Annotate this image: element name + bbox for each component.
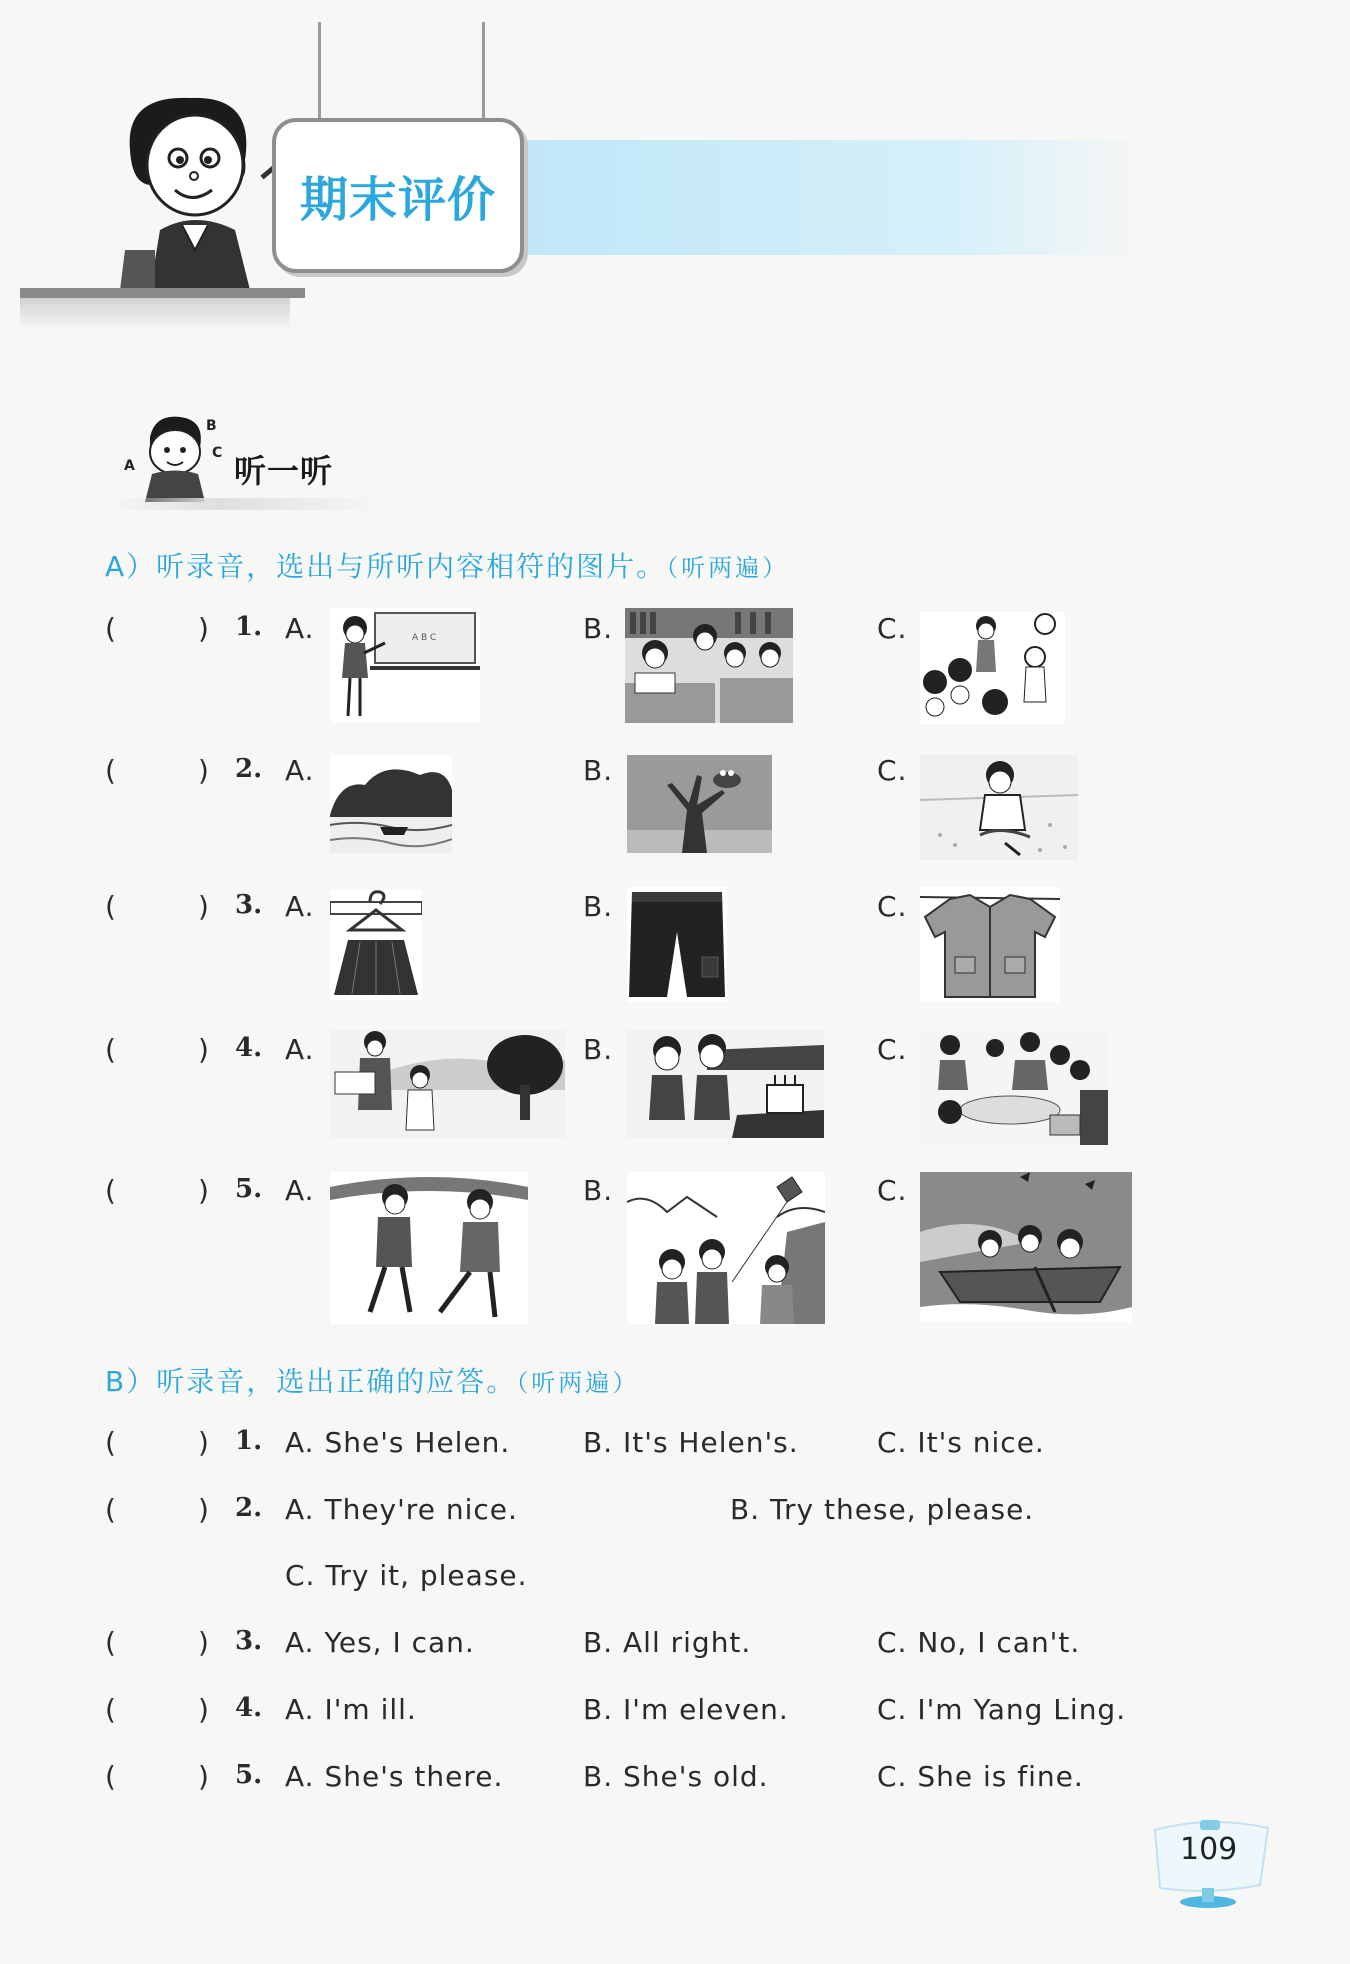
part-b-title bbox=[105, 1360, 639, 1400]
picture-children-drawing-park bbox=[330, 1030, 565, 1138]
picture-boy-on-beach bbox=[920, 755, 1078, 860]
blackboard-text: A B C bbox=[412, 633, 437, 643]
part-b-question-1 bbox=[105, 1426, 1255, 1466]
option-c: C. I'm Yang Ling. bbox=[877, 1693, 1127, 1726]
option-a-label: A. bbox=[285, 1033, 315, 1066]
part-b-question-5 bbox=[105, 1760, 1255, 1800]
picture-river-hills bbox=[330, 755, 452, 853]
icon-letter-c: C bbox=[212, 445, 223, 461]
title-band bbox=[524, 140, 1144, 255]
question-number: 4. bbox=[235, 1693, 263, 1723]
icon-letter-b: B bbox=[206, 418, 217, 434]
part-a-instruction: A）听录音，选出与所听内容相符的图片。 bbox=[105, 550, 667, 583]
option-a: A. They're nice. bbox=[285, 1493, 518, 1526]
option-b-label: B. bbox=[583, 612, 614, 645]
part-b-question-3 bbox=[105, 1626, 1255, 1666]
title-card bbox=[272, 118, 524, 273]
answer-blank-close: ) bbox=[198, 1626, 209, 1659]
answer-blank-close: ) bbox=[198, 890, 209, 923]
picture-tree-with-nest bbox=[627, 755, 772, 853]
part-b-note: （听两遍） bbox=[516, 1369, 640, 1397]
page-title: 期末评价 bbox=[299, 172, 496, 228]
option-c: C. No, I can't. bbox=[877, 1626, 1081, 1659]
option-c: C. She is fine. bbox=[877, 1760, 1084, 1793]
part-b-question-4 bbox=[105, 1693, 1255, 1733]
option-a-label: A. bbox=[285, 890, 315, 923]
option-a: A. She's Helen. bbox=[285, 1426, 511, 1459]
part-a-title bbox=[105, 545, 789, 585]
question-number: 4. bbox=[235, 1033, 263, 1063]
question-number: 5. bbox=[235, 1174, 263, 1204]
option-c-label: C. bbox=[877, 1033, 908, 1066]
option-a-label: A. bbox=[285, 1174, 315, 1207]
answer-blank-close: ) bbox=[198, 612, 209, 645]
answer-blank-close: ) bbox=[198, 1493, 209, 1526]
picture-skirt-on-hanger bbox=[330, 890, 422, 1000]
header-desk bbox=[20, 288, 305, 298]
option-b-label: B. bbox=[583, 890, 614, 923]
answer-blank-open: ( bbox=[105, 1426, 116, 1459]
picture-girl-at-blackboard bbox=[330, 608, 480, 723]
option-a-label: A. bbox=[285, 754, 315, 787]
option-b-label: B. bbox=[583, 1174, 614, 1207]
option-a: A. She's there. bbox=[285, 1760, 504, 1793]
picture-picnic-group bbox=[920, 1030, 1108, 1145]
page-number: 109 bbox=[1180, 1832, 1238, 1867]
question-number: 1. bbox=[235, 1426, 263, 1456]
option-c-label: C. bbox=[877, 1174, 908, 1207]
option-b: B. It's Helen's. bbox=[583, 1426, 799, 1459]
part-b-question-2-continued bbox=[105, 1559, 1255, 1599]
picture-flying-kite bbox=[627, 1172, 825, 1324]
answer-blank-open: ( bbox=[105, 1693, 116, 1726]
option-a: A. Yes, I can. bbox=[285, 1626, 475, 1659]
question-number: 2. bbox=[235, 754, 263, 784]
answer-blank-open: ( bbox=[105, 1493, 116, 1526]
teacher-illustration bbox=[120, 90, 290, 290]
answer-blank-open: ( bbox=[105, 1760, 116, 1793]
picture-library-classroom bbox=[625, 608, 793, 723]
option-b: B. Try these, please. bbox=[730, 1493, 1035, 1526]
option-c-label: C. bbox=[877, 890, 908, 923]
part-b-question-2 bbox=[105, 1493, 1255, 1533]
option-b-label: B. bbox=[583, 1033, 614, 1066]
part-a-note: （听两遍） bbox=[666, 554, 790, 582]
picture-coat-on-line bbox=[920, 887, 1060, 1002]
answer-blank-close: ) bbox=[198, 1426, 209, 1459]
option-c-label: C. bbox=[877, 612, 908, 645]
option-a-label: A. bbox=[285, 612, 315, 645]
picture-rowing-boat bbox=[920, 1172, 1132, 1322]
answer-blank-open: ( bbox=[105, 754, 116, 787]
option-b-label: B. bbox=[583, 754, 614, 787]
hanging-string bbox=[482, 22, 485, 122]
answer-blank-close: ) bbox=[198, 1174, 209, 1207]
heading-underline bbox=[110, 498, 380, 510]
picture-children-with-ball bbox=[920, 612, 1065, 724]
question-number: 3. bbox=[235, 890, 263, 920]
answer-blank-close: ) bbox=[198, 1760, 209, 1793]
option-b: B. I'm eleven. bbox=[583, 1693, 789, 1726]
question-number: 3. bbox=[235, 1626, 263, 1656]
answer-blank-open: ( bbox=[105, 1174, 116, 1207]
answer-blank-close: ) bbox=[198, 1033, 209, 1066]
picture-children-running bbox=[330, 1172, 528, 1324]
picture-birthday-cake-party bbox=[627, 1030, 824, 1138]
answer-blank-close: ) bbox=[198, 1693, 209, 1726]
icon-letter-a: A bbox=[124, 458, 135, 474]
answer-blank-close: ) bbox=[198, 754, 209, 787]
question-number: 2. bbox=[235, 1493, 263, 1523]
question-number: 5. bbox=[235, 1760, 263, 1790]
listening-boy-icon bbox=[120, 412, 230, 502]
option-b: B. She's old. bbox=[583, 1760, 769, 1793]
answer-blank-open: ( bbox=[105, 612, 116, 645]
answer-blank-open: ( bbox=[105, 1033, 116, 1066]
question-number: 1. bbox=[235, 612, 263, 642]
answer-blank-open: ( bbox=[105, 890, 116, 923]
option-a: A. I'm ill. bbox=[285, 1693, 417, 1726]
part-b-instruction: B）听录音，选出正确的应答。 bbox=[105, 1365, 517, 1398]
picture-shorts bbox=[627, 887, 727, 1002]
desk-shadow bbox=[20, 298, 290, 330]
section-heading: 听一听 bbox=[234, 452, 334, 490]
option-c-label: C. bbox=[877, 754, 908, 787]
answer-blank-open: ( bbox=[105, 1626, 116, 1659]
option-c: C. It's nice. bbox=[877, 1426, 1045, 1459]
option-c: C. Try it, please. bbox=[285, 1559, 528, 1592]
option-b: B. All right. bbox=[583, 1626, 752, 1659]
hanging-string bbox=[318, 22, 321, 122]
